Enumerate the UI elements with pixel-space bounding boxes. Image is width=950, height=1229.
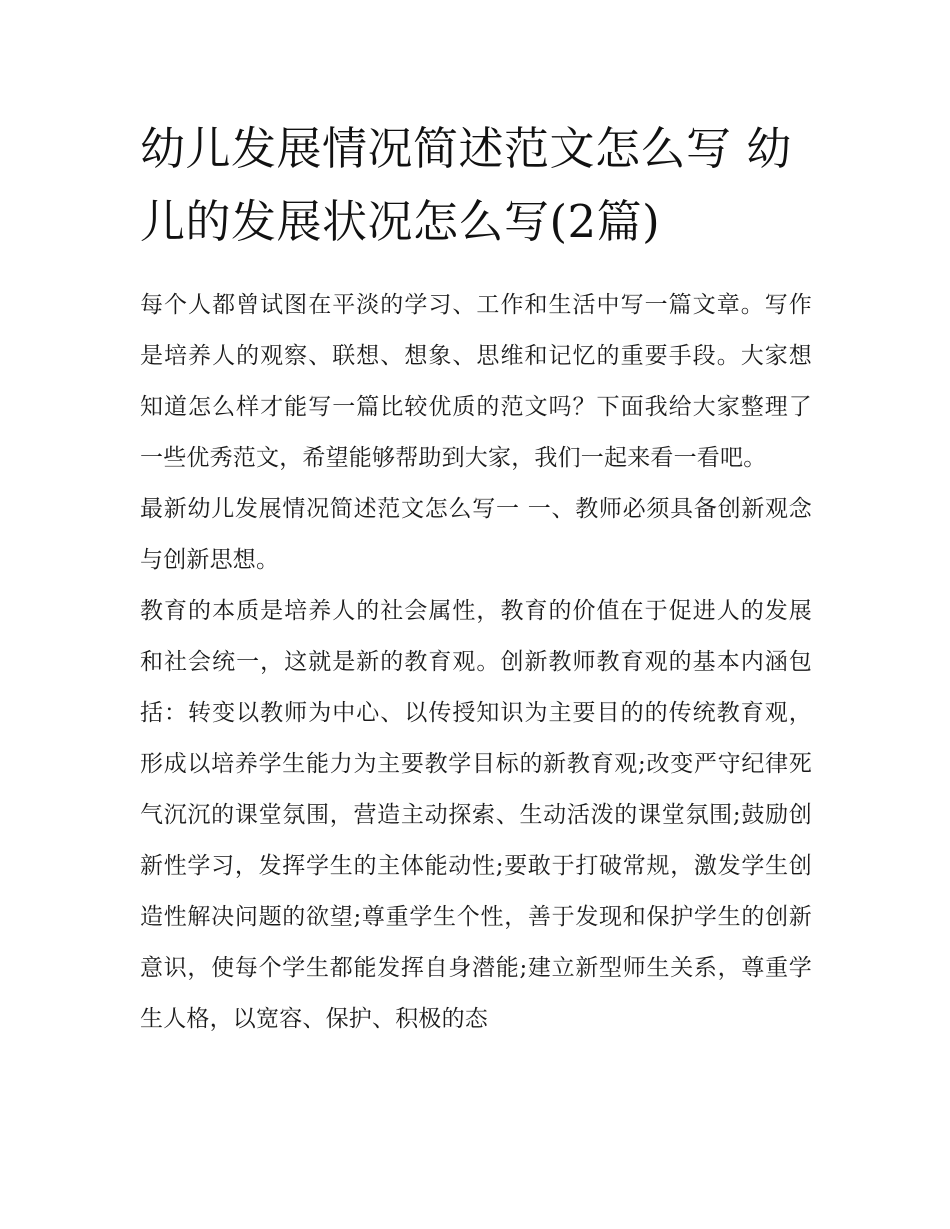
document-title: 幼儿发展情况简述范文怎么写 幼儿的发展状况怎么写(2篇) bbox=[140, 122, 792, 248]
section-heading-paragraph: 最新幼儿发展情况简述范文怎么写一 一、教师必须具备创新观念与创新思想。 bbox=[140, 496, 812, 573]
document-body bbox=[140, 112, 812, 1045]
intro-paragraph: 每个人都曾试图在平淡的学习、工作和生活中写一篇文章。写作是培养人的观察、联想、想象、思维和记忆的重要手段。大家想知道怎么样才能写一篇比较优质的范文吗？下面我给大家整理了一些优秀范文，希望能够帮助到大家，我们一起来看一看吧。 bbox=[140, 292, 812, 471]
body-paragraph: 教育的本质是培养人的社会属性，教育的价值在于促进人的发展和社会统一，这就是新的教育观。创新教师教育观的基本内涵包括：转变以教师为中心、以传授知识为主要目的的传统教育观，形成以培养学生能力为主要教学目标的新教育观;改变严守纪律死气沉沉的课堂氛围，营造主动探索、生动活泼的课堂氛围;鼓励创新性学习，发挥学生的主体能动性;要敢于打破常规，激发学生创造性解决问题的欲望;尊重学生个性，善于发现和保护学生的创新意识，使每个学生都能发挥自身潜能;建立新型师生关系，尊重学生人格，以宽容、保护、积极的态 bbox=[140, 598, 812, 1032]
